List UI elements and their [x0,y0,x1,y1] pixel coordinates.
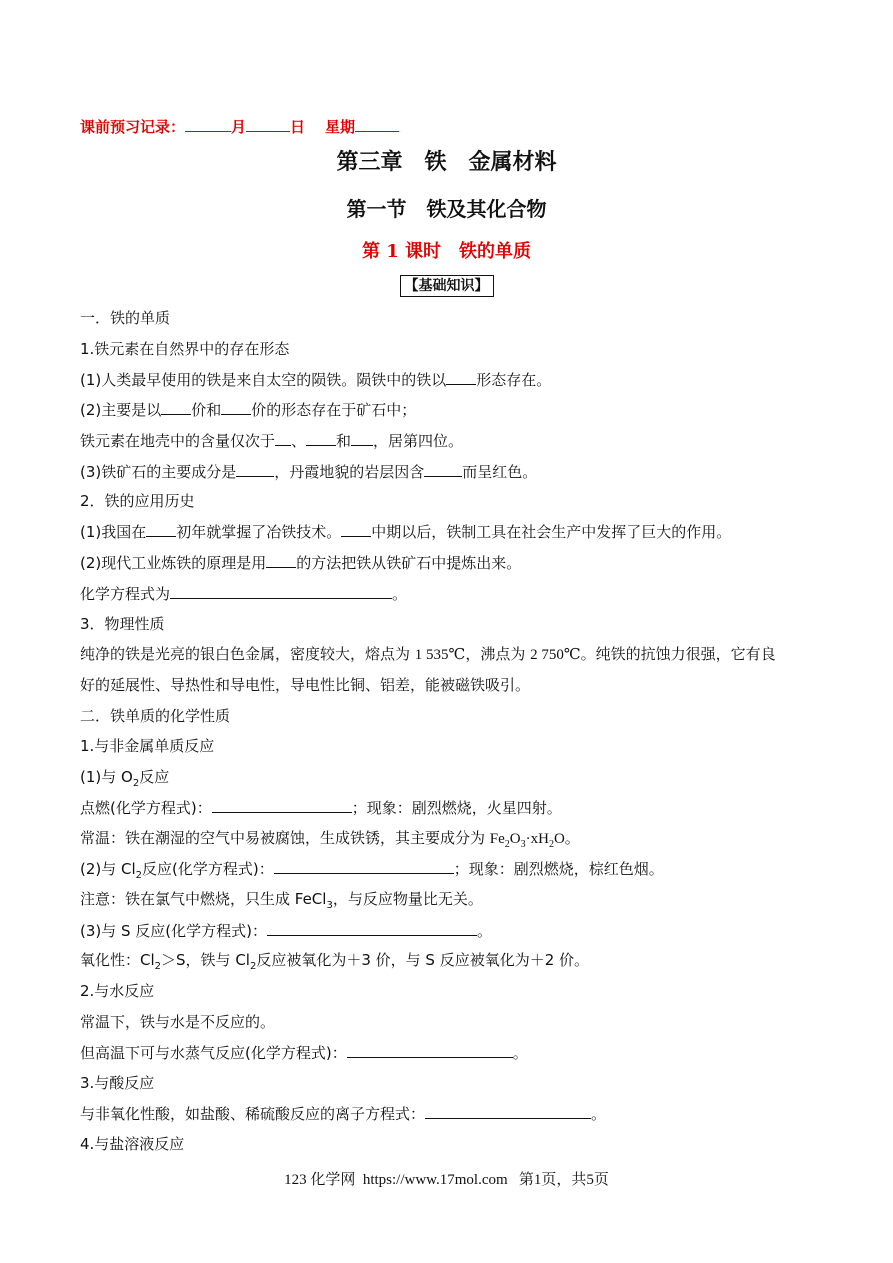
month-label: 月 [231,118,247,136]
text: (2)与 Cl [80,860,136,878]
page-footer: 123 化学网 https://www.17mol.com 第1页，共5页 [284,1172,609,1188]
text: (1)与 O [80,768,133,786]
section-one-heading: 一．铁的单质 [80,309,171,327]
text: 和 [336,432,352,450]
basic-knowledge-heading-wrap [0,275,893,297]
subscript: 3 [520,839,526,850]
section-two-heading: 二．铁单质的化学性质 [80,707,231,725]
text: ＞S，铁与 Cl [161,951,250,969]
answer-blank [146,521,176,537]
preview-record-line [80,116,399,137]
text: 点燃(化学方程式)： [80,799,212,817]
text: 形态存在。 [476,371,552,389]
text: 价的形态存在于矿石中； [251,401,417,419]
text: (3)与 S 反应(化学方程式)： [80,922,268,940]
formula: O。 [553,831,580,847]
subscript: 2 [249,961,257,972]
answer-blank [267,920,477,936]
text: (2)主要是以 [80,401,162,419]
item-2-heading: 2．铁的应用历史 [80,492,195,510]
line-physical-2: 好的延展性、导热性和导电性，导电性比铜、铝差，能被磁铁吸引。 [80,676,531,694]
line-ignite [80,797,562,818]
line-physical-1 [80,644,776,665]
answer-blank [266,552,296,568]
week-blank [355,116,399,132]
day-blank [246,116,290,132]
item-3-heading: 3．物理性质 [80,615,165,633]
text: 反应 [139,768,170,786]
item-2-1-heading: 1.与非金属单质反应 [80,737,215,755]
formula: ·xH [525,831,549,847]
lesson-title: 第 1 课时 铁的单质 [361,241,532,262]
line-water-2 [80,1042,528,1063]
boiling-point: 2 750℃ [530,647,581,663]
text: 的方法把铁从铁矿石中提炼出来。 [296,554,522,572]
text: 氧化性：Cl [80,951,155,969]
line-valence [80,399,416,420]
basic-knowledge-heading: 【基础知识】 [400,275,494,297]
text: 。 [392,585,408,603]
answer-blank [425,1103,591,1119]
answer-blank [446,369,476,385]
answer-blank [306,430,336,446]
item-2-4-heading: 4.与盐溶液反应 [80,1135,185,1153]
text: 反应被氧化为＋3 价，与 S 反应被氧化为＋2 价。 [256,951,590,969]
answer-blank [347,1042,513,1058]
formula: Fe [489,831,505,847]
text: ，丹霞地貌的岩层因含 [274,463,425,481]
day-label: 日 [290,118,306,136]
answer-blank [341,521,371,537]
text: 纯净的铁是光亮的银白色金属，密度较大，熔点为 [80,645,415,663]
text: ，沸点为 [465,645,531,663]
week-label: 星期 [325,118,356,136]
text: 。纯铁的抗蚀力很强，它有良 [580,645,776,663]
text: 。 [512,1044,528,1062]
answer-blank [161,399,191,415]
text: ；现象：剧烈燃烧，火星四射。 [351,799,562,817]
line-history [80,521,731,542]
text: 但高温下可与水蒸气反应(化学方程式)： [80,1044,347,1062]
answer-blank [351,430,373,446]
text: 。 [591,1105,607,1123]
section-title: 第一节 铁及其化合物 [346,197,547,221]
answer-blank [424,461,462,477]
item-2-2-heading: 2.与水反应 [80,982,155,1000]
line-note [80,889,483,909]
text: 。 [477,922,493,940]
formula: O [509,831,521,847]
record-prefix: 课前预习记录： [80,118,186,136]
subscript: 3 [326,900,333,911]
subscript: 2 [132,778,140,789]
line-sulfur [80,920,492,941]
melting-point: 1 535℃ [414,647,466,663]
text: 中期以后，铁制工具在社会生产中发挥了巨大的作用。 [371,523,732,541]
subscript: 2 [504,839,510,850]
text: 注意：铁在氯气中燃烧，只生成 FeCl [80,890,327,908]
text: ，与反应物量比无关。 [332,890,483,908]
text: ；现象：剧烈燃烧，棕红色烟。 [453,860,664,878]
answer-blank [221,399,251,415]
text: 反应(化学方程式)： [142,860,274,878]
subscript: 2 [548,839,554,850]
line-cl2 [80,858,664,879]
line-meteorite [80,369,551,390]
text: 常温：铁在潮湿的空气中易被腐蚀，生成铁锈，其主要成分为 [80,829,490,847]
line-oxidizing [80,950,589,970]
chapter-title: 第三章 铁 金属材料 [336,149,557,175]
text: (2)现代工业炼铁的原理是用 [80,554,267,572]
answer-blank [170,583,392,599]
item-2-3-heading: 3.与酸反应 [80,1074,155,1092]
item-1-heading: 1.铁元素在自然界中的存在形态 [80,340,290,358]
answer-blank [274,858,454,874]
text: (1)人类最早使用的铁是来自太空的陨铁。陨铁中的铁以 [80,371,447,389]
text: 化学方程式为 [80,585,171,603]
text: 而呈红色。 [462,463,538,481]
month-blank [185,116,231,132]
answer-blank [236,461,274,477]
line-equation [80,583,407,604]
line-ore [80,461,537,482]
text: (3)铁矿石的主要成分是 [80,463,237,481]
subscript: 2 [154,961,162,972]
line-o2 [80,767,169,787]
text: 与非氧化性酸，如盐酸、稀硫酸反应的离子方程式： [80,1105,426,1123]
text: 初年就掌握了冶铁技术。 [176,523,342,541]
subscript: 2 [135,870,143,881]
line-acid [80,1103,606,1124]
text: 铁元素在地壳中的含量仅次于 [80,432,276,450]
answer-blank [275,430,291,446]
text: 、 [291,432,307,450]
text: (1)我国在 [80,523,147,541]
text: 价和 [191,401,222,419]
text: ，居第四位。 [373,432,464,450]
line-smelting [80,552,521,573]
answer-blank [212,797,352,813]
line-water-1: 常温下，铁与水是不反应的。 [80,1013,276,1031]
line-crust-content [80,430,463,451]
line-rust [80,828,580,849]
